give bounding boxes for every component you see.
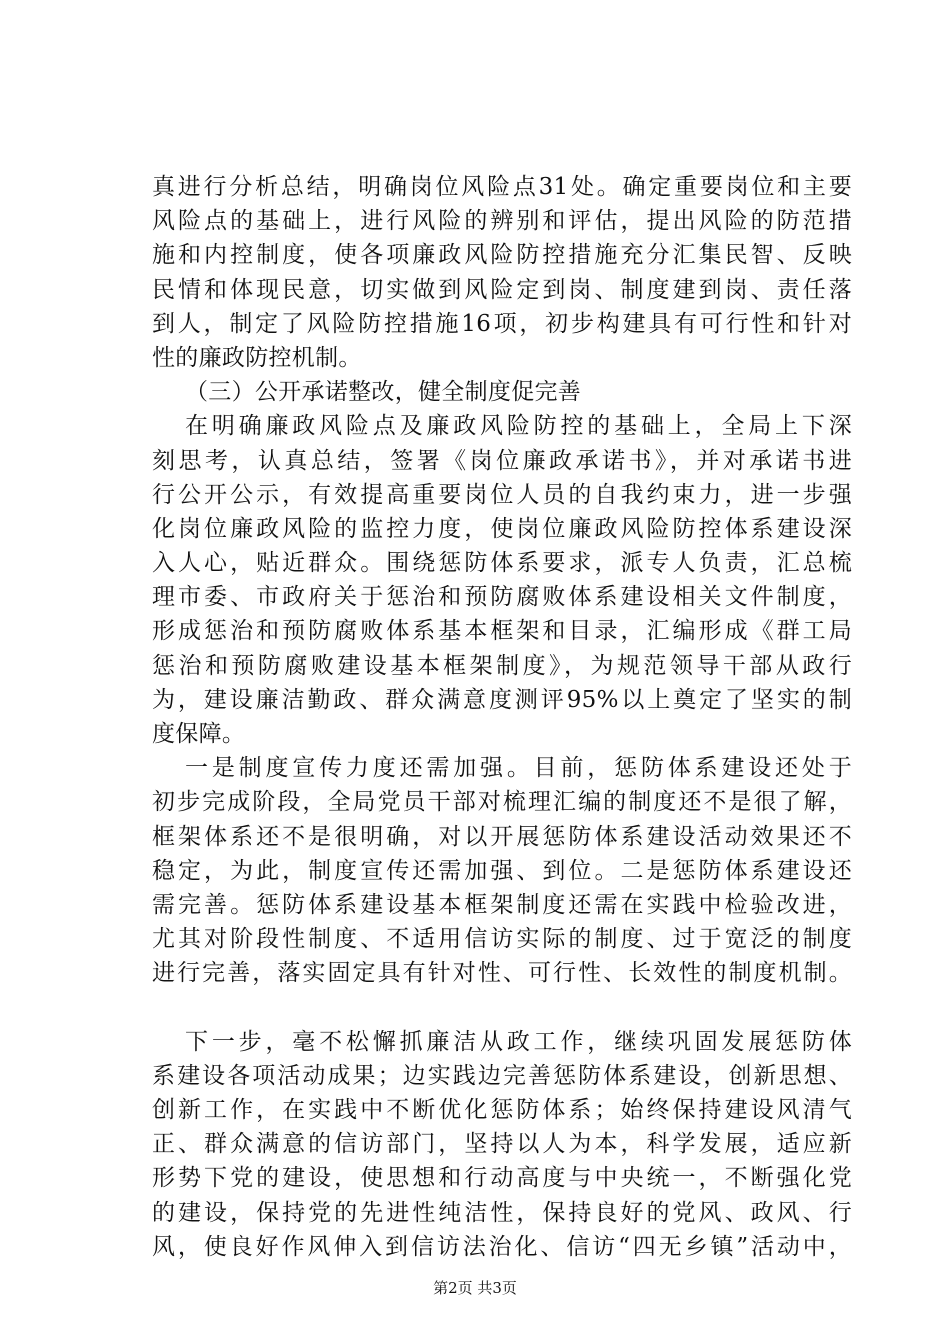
- text-line: 为，建设廉洁勤政、群众满意度测评95%以上奠定了坚实的制: [152, 686, 852, 713]
- text-line: 系建设各项活动成果；边实践边完善惩防体系建设，创新思想、: [152, 1062, 852, 1089]
- text-line: 初步完成阶段，全局党员干部对梳理汇编的制度还不是很了解，: [152, 789, 852, 816]
- blank-line: [152, 991, 852, 1025]
- page-footer: 第2页 共3页: [433, 1279, 517, 1297]
- text-line: 惩治和预防腐败建设基本框架制度》，为规范领导干部从政行: [152, 652, 852, 679]
- text-line: 创新工作，在实践中不断优化惩防体系；始终保持建设风清气: [152, 1097, 852, 1124]
- document-body: [152, 170, 852, 1264]
- text-line: 在明确廉政风险点及廉政风险防控的基础上，全局上下深: [185, 413, 852, 440]
- text-line: 风，使良好作风伸入到信访法治化、信访“四无乡镇”活动中，: [152, 1233, 852, 1260]
- text-line: 性的廉政防控机制。: [152, 344, 362, 371]
- text-line: 形成惩治和预防腐败体系基本框架和目录，汇编形成《群工局: [152, 618, 852, 645]
- text-line: 尤其对阶段性制度、不适用信访实际的制度、过于宽泛的制度: [152, 926, 852, 953]
- text-line: 化岗位廉政风险的监控力度，使岗位廉政风险防控体系建设深: [152, 515, 852, 542]
- text-line: 入人心，贴近群众。围绕惩防体系要求，派专人负责，汇总梳: [152, 550, 852, 577]
- text-line: 到人，制定了风险防控措施16项，初步构建具有可行性和针对: [152, 310, 852, 337]
- text-line: 一是制度宣传力度还需加强。目前，惩防体系建设还处于: [185, 755, 852, 782]
- text-line: 进行完善，落实固定具有针对性、可行性、长效性的制度机制。: [152, 960, 852, 987]
- text-line: 民情和体现民意，切实做到风险定到岗、制度建到岗、责任落: [152, 276, 852, 303]
- text-line: 真进行分析总结，明确岗位风险点31处。确定重要岗位和主要: [152, 174, 852, 200]
- text-line: 正、群众满意的信访部门，坚持以人为本，科学发展，适应新: [152, 1131, 852, 1158]
- text-line: 形势下党的建设，使思想和行动高度与中央统一，不断强化党: [152, 1165, 852, 1192]
- text-line: （三）公开承诺整改，健全制度促完善: [185, 379, 582, 406]
- text-line: 理市委、市政府关于惩治和预防腐败体系建设相关文件制度，: [152, 584, 852, 611]
- text-line: 刻思考，认真总结，签署《岗位廉政承诺书》，并对承诺书进: [152, 447, 852, 474]
- text-line: 度保障。: [152, 721, 246, 747]
- text-line: 下一步，毫不松懈抓廉洁从政工作，继续巩固发展惩防体: [185, 1028, 852, 1055]
- text-line: 行公开公示，有效提高重要岗位人员的自我约束力，进一步强: [152, 481, 852, 508]
- text-line: 施和内控制度，使各项廉政风险防控措施充分汇集民智、反映: [152, 242, 852, 269]
- text-line: 框架体系还不是很明确，对以开展惩防体系建设活动效果还不: [152, 823, 852, 850]
- text-line: 风险点的基础上，进行风险的辨别和评估，提出风险的防范措: [152, 208, 852, 235]
- text-line: 稳定，为此，制度宣传还需加强、到位。二是惩防体系建设还: [152, 857, 852, 884]
- text-line: 需完善。惩防体系建设基本框架制度还需在实践中检验改进，: [152, 891, 852, 918]
- text-line: 的建设，保持党的先进性纯洁性，保持良好的党风、政风、行: [152, 1199, 852, 1226]
